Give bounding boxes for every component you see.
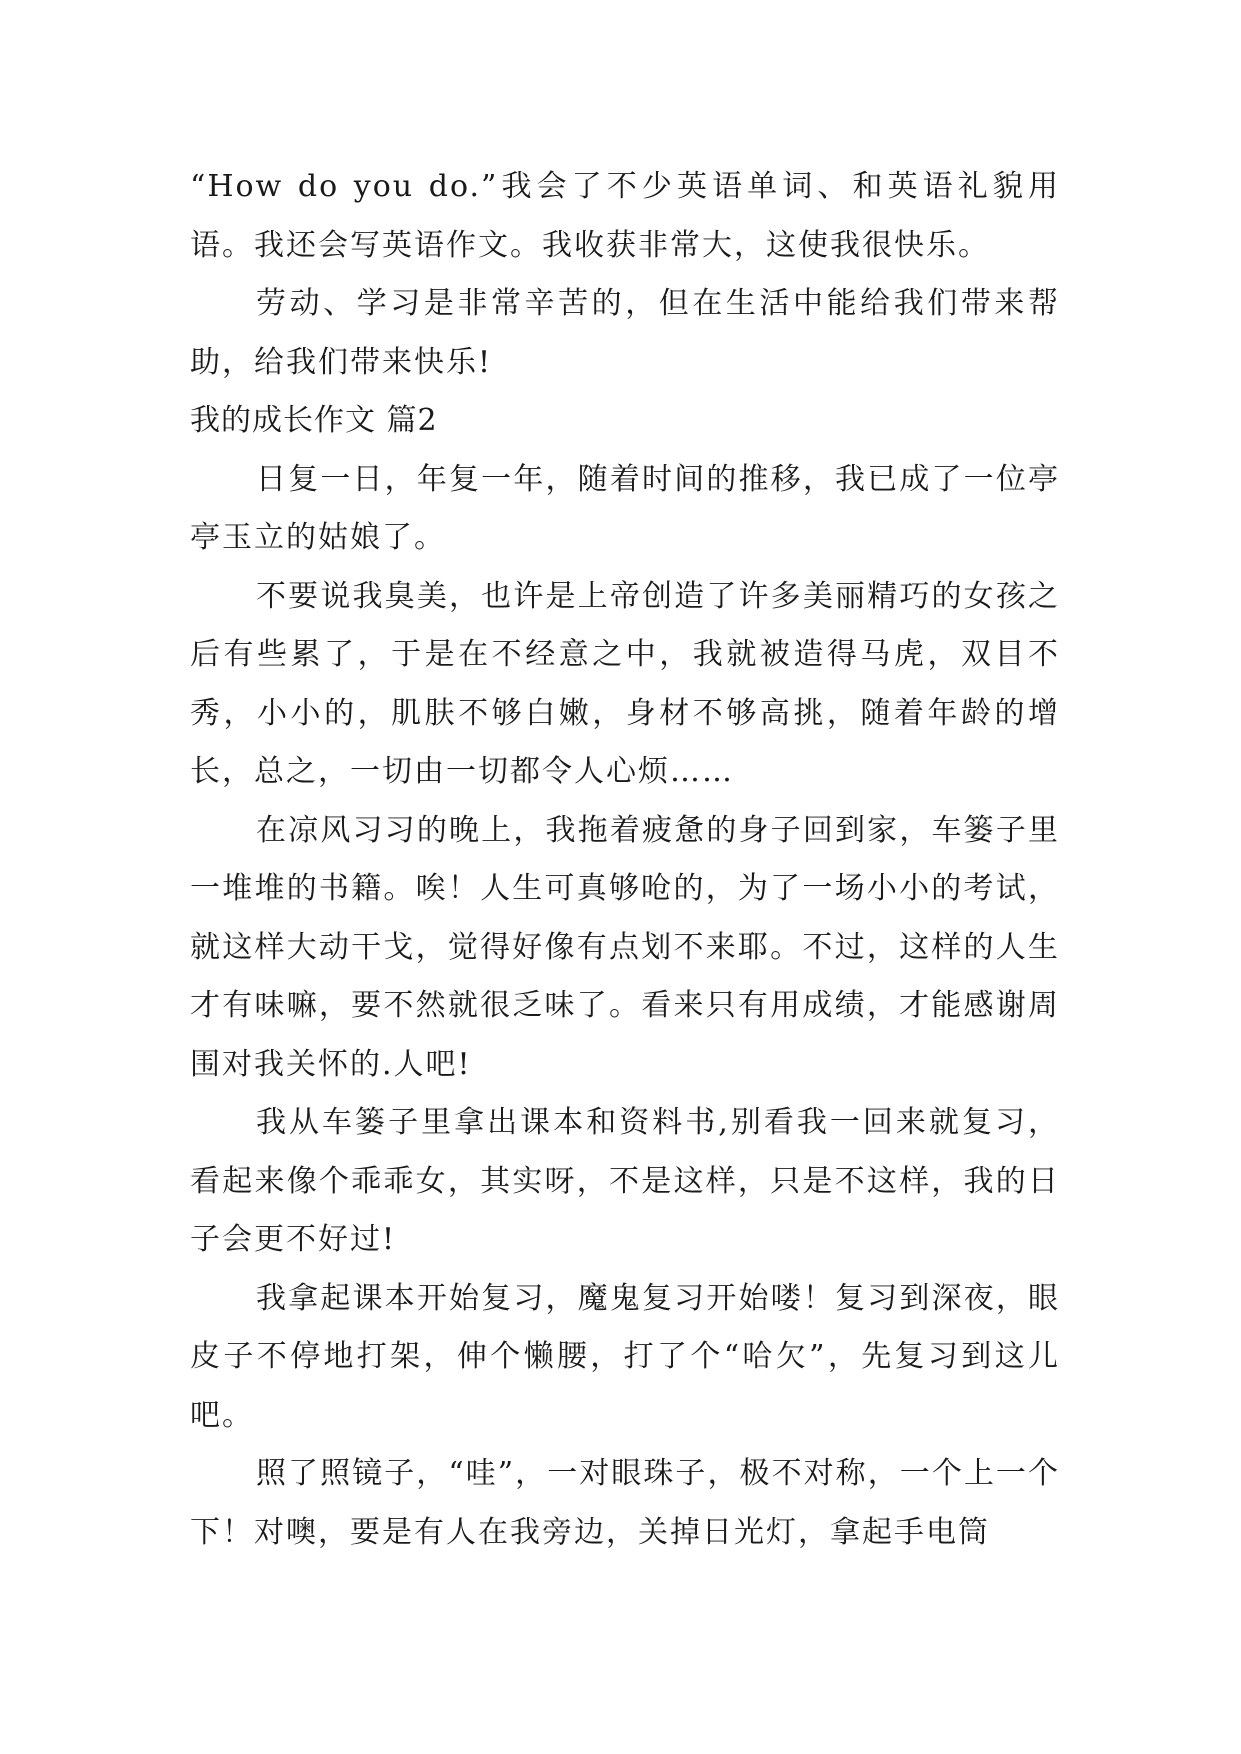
paragraph-take-books: 我从车篓子里拿出课本和资料书,别看我一回来就复习，看起来像个乖乖女，其实呀，不是这样，只是不这样，我的日子会更不好过!: [190, 1105, 1060, 1257]
document-body: [190, 158, 1060, 1562]
paragraph-not-vain: 不要说我臭美，也许是上帝创造了许多美丽精巧的女孩之后有些累了，于是在不经意之中，我就被造得马虎，双目不秀，小小的，肌肤不够白嫩，身材不够高挑，随着年龄的增长，总之，一切由一切都令人心烦……: [190, 578, 1060, 789]
paragraph-cool-evening: 在凉风习习的晚上，我拖着疲惫的身子回到家，车篓子里一堆堆的书籍。唉！人生可真够呛的，为了一场小小的考试，就这样大动干戈，觉得好像有点划不来耶。不过，这样的人生才有味嘛，要不然就很乏味了。看来只有用成绩，才能感谢周围对我关怀的.人吧!: [190, 812, 1060, 1082]
paragraph-mirror: 照了照镜子，“哇”，一对眼珠子，极不对称，一个上一个下！对噢，要是有人在我旁边，关掉日光灯，拿起手电筒: [190, 1456, 1060, 1550]
paragraph-labor-study: 劳动、学习是非常辛苦的，但在生活中能给我们带来帮助，给我们带来快乐!: [190, 286, 1060, 380]
paragraph-start-review: 我拿起课本开始复习，魔鬼复习开始喽！复习到深夜，眼皮子不停地打架，伸个懒腰，打了个“哈欠”，先复习到这儿吧。: [190, 1280, 1060, 1433]
paragraph-day-by-day: 日复一日，年复一年，随着时间的推移，我已成了一位亭亭玉立的姑娘了。: [190, 461, 1060, 555]
section-heading: 我的成长作文 篇2: [190, 403, 438, 438]
paragraph-english-learning: “How do you do.”我会了不少英语单词、和英语礼貌用语。我还会写英语作文。我收获非常大，这使我很快乐。: [190, 169, 1060, 263]
